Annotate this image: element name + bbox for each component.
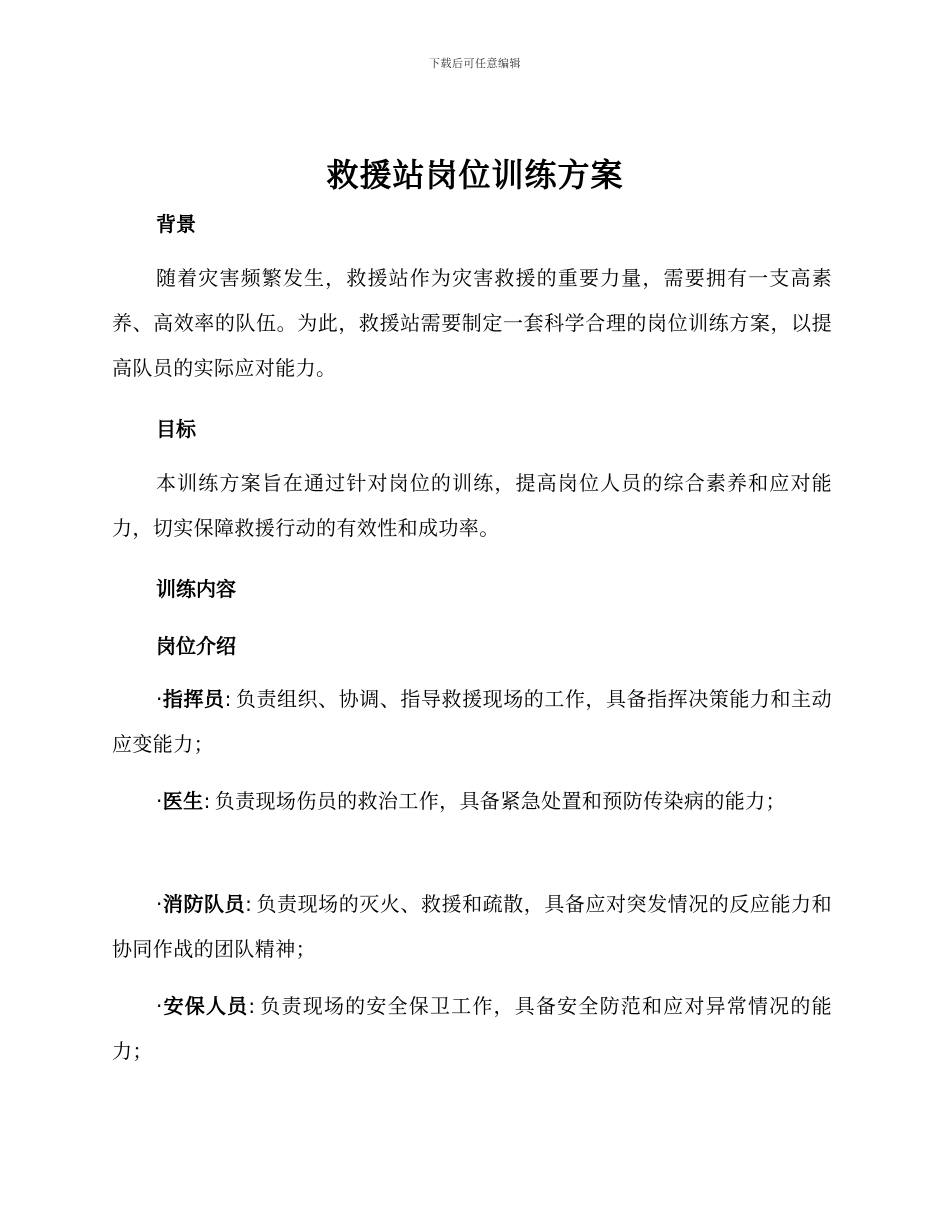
role-term: 安保人员 <box>162 994 249 1018</box>
role-item <box>112 779 832 824</box>
bullet-dot: · <box>156 994 163 1018</box>
role-term: 消防队员 <box>162 892 246 916</box>
role-term: 医生 <box>162 789 204 813</box>
paragraph-background: 随着灾害频繁发生，救援站作为灾害救援的重要力量，需要拥有一支高素养、高效率的队伍。为此，救援站需要制定一套科学合理的岗位训练方案，以提高队员的实际应对能力。 <box>112 266 832 380</box>
role-desc: 负责现场伤员的救治工作，具备紧急处置和预防传染病的能力； <box>214 789 786 813</box>
role-desc: 负责组织、协调、指导救援现场的工作，具备指挥决策能力和主动应变能力； <box>112 687 832 756</box>
bullet-dot: · <box>156 892 163 916</box>
heading-goal: 目标 <box>156 417 196 441</box>
bullet-dot: · <box>156 789 163 813</box>
bullet-dot: · <box>156 687 163 711</box>
document-title: 救援站岗位训练方案 <box>326 156 624 194</box>
role-colon: : <box>203 789 211 813</box>
role-colon: : <box>248 994 256 1018</box>
role-item <box>112 677 832 767</box>
role-term: 指挥员 <box>162 687 225 711</box>
role-colon: : <box>245 892 253 916</box>
heading-training: 训练内容 <box>156 577 236 601</box>
role-desc: 负责现场的灭火、救援和疏散，具备应对突发情况的反应能力和协同作战的团队精神； <box>112 892 832 961</box>
role-desc: 负责现场的安全保卫工作，具备安全防范和应对异常情况的能力； <box>112 994 832 1063</box>
paragraph-goal: 本训练方案旨在通过针对岗位的训练，提高岗位人员的综合素养和应对能力，切实保障救援行动的有效性和成功率。 <box>112 471 832 540</box>
role-item <box>112 882 832 972</box>
subheading-roles: 岗位介绍 <box>156 634 236 658</box>
heading-background: 背景 <box>156 212 196 236</box>
role-item <box>112 984 832 1074</box>
header-note: 下载后可任意编辑 <box>429 57 521 70</box>
role-colon: : <box>224 687 232 711</box>
